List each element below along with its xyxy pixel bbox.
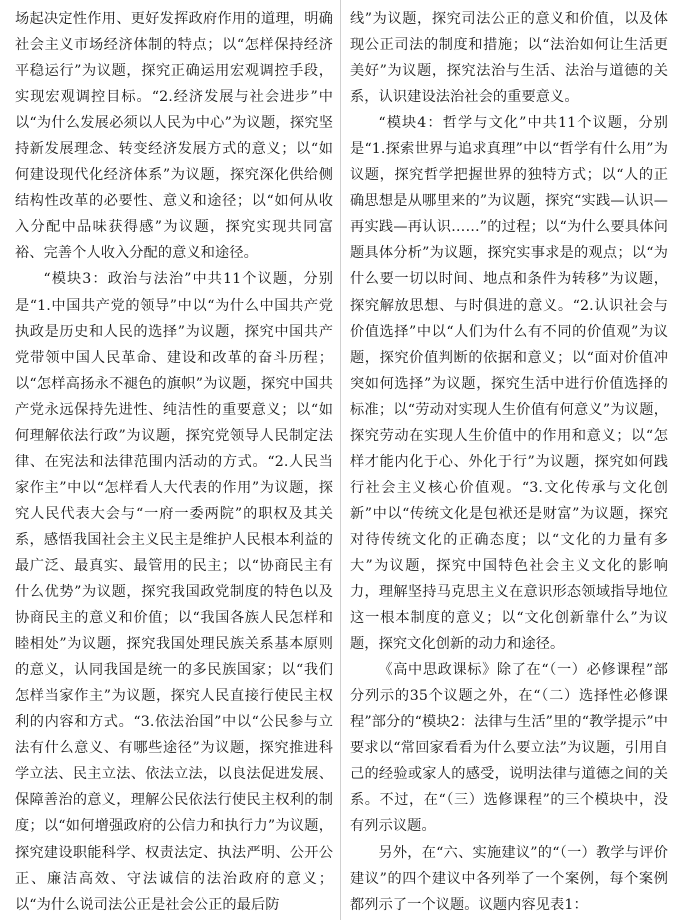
paragraph-curriculum-standard-topics: 《高中思政课标》除了在“（一）必修课程”部分列示的35个议题之外，在“（二）选择性必修课程”部分的“模块2：法律与生活”里的“教学提示”中要求以“常回家看看为什么要立法”为议题，引用自己的经验或家人的感受，说明法律与道德之间的关系。不过，在“（三）选修课程”的三个模块中，没有列示议题。: [350, 662, 668, 835]
right-column: [350, 6, 668, 918]
column-divider: [340, 0, 341, 920]
paragraph-law-continued: 线”为议题，探究司法公正的意义和价值，以及体现公正司法的制度和措施；以“法治如何让生活更美好”为议题，探究法治与生活、法治与道德的关系，认识建设法治社会的重要意义。: [350, 11, 668, 106]
paragraph-implementation-suggestions: 另外，在“六、实施建议”的“（一）教学与评价建议”的四个建议中各列举了一个案例，每个案例都列示了一个议题。议题内容见表1：: [350, 844, 668, 913]
left-column: [15, 6, 333, 918]
paragraph-module-3-politics-law: “模块3：政治与法治”中共11个议题，分别是“1.中国共产党的领导”中以“为什么中国共产党执政是历史和人民的选择”为议题，探究中国共产党带领中国人民革命、建设和改革的奋斗历程；以“怎样高扬永不褪色的旗帜”为议题，探究中国共产党永远保持先进性、纯洁性的重要意义；以“如何理解依法行政”为议题，探究党领导人民制定法律、在宪法和法律范围内活动的方式。“2.人民当家作主”中以“怎样看人大代表的作用”为议题，探究人民代表大会与“一府一委两院”的职权及其关系，感悟我国社会主义民主是维护人民根本利益的最广泛、最真实、最管用的民主；以“协商民主有什么优势”为议题，探究我国政党制度的特色以及协商民主的意义和价值；以“我国各族人民怎样和睦相处”为议题，探究我国处理民族关系基本原则的意义，认同我国是统一的多民族国家；以“我们怎样当家作主”为议题，探究人民直接行使民主权利的内容和方式。“3.依法治国”中以“公民参与立法有什么意义、有哪些途径”为议题，探究推进科学立法、民主立法、依法立法，以良法促进发展、保障善治的意义，理解公民依法行使民主权利的制度；以“如何增强政府的公信力和执行力”为议题，探究建设职能科学、权责法定、执法严明、公开公正、廉洁高效、守法诚信的法治政府的意义；以“为什么说司法公正是社会公正的最后防: [15, 271, 333, 913]
paragraph-module-4-philosophy-culture: “模块4：哲学与文化”中共11个议题，分别是“1.探索世界与追求真理”中以“哲学有什么用”为议题，探究哲学把握世界的独特方式；以“人的正确思想是从哪里来的”为议题，探究“实践—认识—再实践—再认识……”的过程；以“为什么要具体问题具体分析”为议题，探究实事求是的观点；以“为什么要一切以时间、地点和条件为转移”为议题，探究解放思想、与时俱进的意义。“2.认识社会与价值选择”中以“人们为什么有不同的价值观”为议题，探究价值判断的依据和意义；以“面对价值冲突如何选择”为议题，探究生活中进行价值选择的标准；以“劳动对实现人生价值有何意义”为议题，探究劳动在实现人生价值中的作用和意义；以“怎样才能内化于心、外化于行”为议题，探究如何践行社会主义核心价值观。“3.文化传承与文化创新”中以“传统文化是包袱还是财富”为议题，探究对待传统文化的正确态度；以“文化的力量有多大”为议题，探究中国特色社会主义文化的影响力，理解坚持马克思主义在意识形态领域指导地位这一根本制度的意义；以“文化创新靠什么”为议题，探究文化创新的动力和途径。: [350, 115, 668, 653]
paragraph-economy-continued: 场起决定性作用、更好发挥政府作用的道理，明确社会主义市场经济体制的特点；以“怎样保持经济平稳运行”为议题，探究正确运用宏观调控手段，实现宏观调控目标。“2.经济发展与社会进步”中以“为什么发展必须以人民为中心”为议题，探究坚持新发展理念、转变经济发展方式的意义；以“如何建设现代化经济体系”为议题，探究深化供给侧结构性改革的必要性、意义和途径；以“如何从收入分配中品味获得感”为议题，探究实现共同富裕、完善个人收入分配的意义和途径。: [15, 11, 333, 262]
